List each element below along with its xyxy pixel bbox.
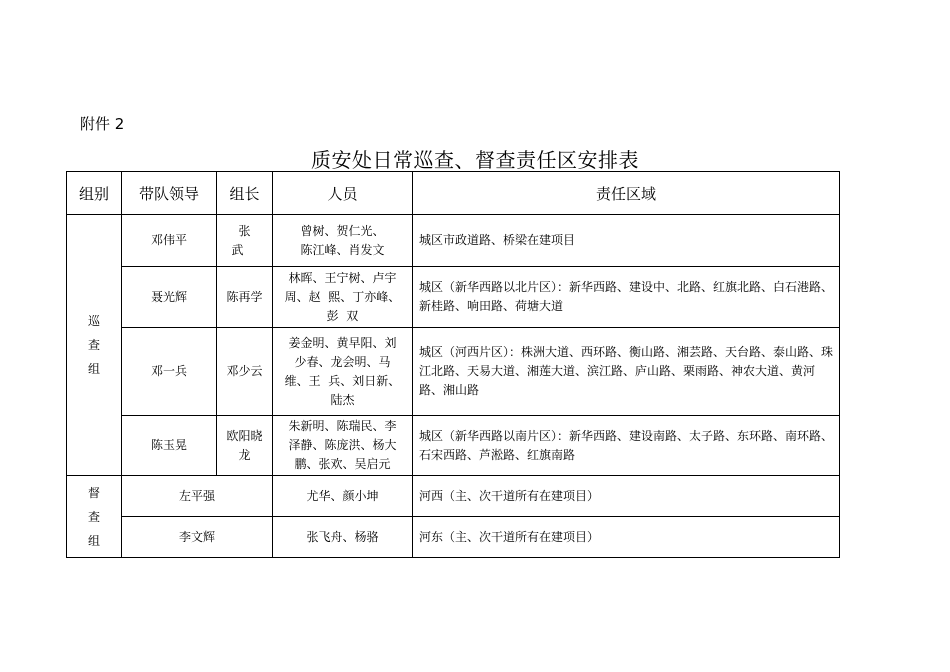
member-line: 维、王 兵、刘日新、 (284, 373, 401, 388)
leader-cell: 邓伟平 (122, 215, 217, 267)
members-cell (273, 416, 413, 476)
header-row (67, 172, 840, 215)
member-line: 曾树、贺仁光、 (300, 223, 385, 238)
members-cell (273, 328, 413, 416)
leader-cell: 左平强 (122, 476, 273, 517)
member-line: 彭 双 (326, 308, 359, 323)
area-cell: 河东（主、次干道所有在建项目） (413, 517, 840, 558)
header-leader: 带队领导 (122, 172, 217, 215)
group-label-char: 查 (87, 509, 100, 524)
table-row (67, 215, 840, 267)
header-group: 组别 (67, 172, 122, 215)
table-row (67, 416, 840, 476)
chief-cell (217, 215, 273, 267)
leader-cell: 李文辉 (122, 517, 273, 558)
table-row (67, 517, 840, 558)
area-cell: 城区（新华西路以北片区）：新华西路、建设中、北路、红旗北路、白石港路、新桂路、响田路、荷塘大道 (413, 267, 840, 328)
chief-cell: 陈再学 (217, 267, 273, 328)
group-label-char: 巡 (87, 314, 100, 328)
member-line: 陈江峰、肖发文 (300, 242, 385, 257)
attachment-label: 附件 2 (80, 115, 125, 133)
leader-cell: 聂光辉 (122, 267, 217, 328)
members-cell: 尤华、颜小坤 (273, 476, 413, 517)
table-row (67, 328, 840, 416)
header-area: 责任区域 (413, 172, 840, 215)
header-members: 人员 (273, 172, 413, 215)
members-cell (273, 215, 413, 267)
group-label-char: 督 (87, 485, 100, 500)
member-line: 陆杰 (330, 392, 355, 407)
supervise-group-label (67, 476, 122, 558)
member-line: 周、赵 熙、丁亦峰、 (284, 289, 401, 304)
members-cell: 张飞舟、杨骆 (273, 517, 413, 558)
chief-cell: 邓少云 (217, 328, 273, 416)
header-chief: 组长 (217, 172, 273, 215)
area-cell: 河西（主、次干道所有在建项目） (413, 476, 840, 517)
member-line: 鹏、张欢、吴启元 (294, 457, 391, 471)
area-cell: 城区（新华西路以南片区）：新华西路、建设南路、太子路、东环路、南环路、石宋西路、芦淞路、红旗南路 (413, 416, 840, 476)
member-line: 林晖、王宁树、卢宇 (288, 270, 397, 285)
group-label-char: 组 (87, 533, 100, 548)
area-cell: 城区（河西片区）：株洲大道、西环路、衡山路、湘芸路、天台路、泰山路、珠江北路、天易大道、湘莲大道、滨江路、庐山路、栗雨路、神农大道、黄河路、湘山路 (413, 328, 840, 416)
leader-cell: 陈玉晃 (122, 416, 217, 476)
responsibility-table (66, 171, 840, 558)
group-label-char: 查 (87, 338, 100, 352)
member-line: 少春、龙会明、马 (294, 354, 391, 369)
member-line: 朱新明、陈瑞民、李 (288, 419, 397, 433)
document-title: 质安处日常巡查、督查责任区安排表 (311, 148, 639, 172)
member-line: 泽静、陈庞洪、杨大 (288, 438, 397, 452)
group-label-char: 组 (87, 362, 100, 376)
chief-cell: 欧阳晓龙 (217, 416, 273, 476)
table-row (67, 267, 840, 328)
patrol-group-label (67, 215, 122, 476)
member-line: 姜金明、黄早阳、刘 (288, 335, 397, 350)
table-row (67, 476, 840, 517)
area-cell: 城区市政道路、桥梁在建项目 (413, 215, 840, 267)
leader-cell: 邓一兵 (122, 328, 217, 416)
members-cell (273, 267, 413, 328)
chief-name: 张武 (231, 223, 265, 257)
